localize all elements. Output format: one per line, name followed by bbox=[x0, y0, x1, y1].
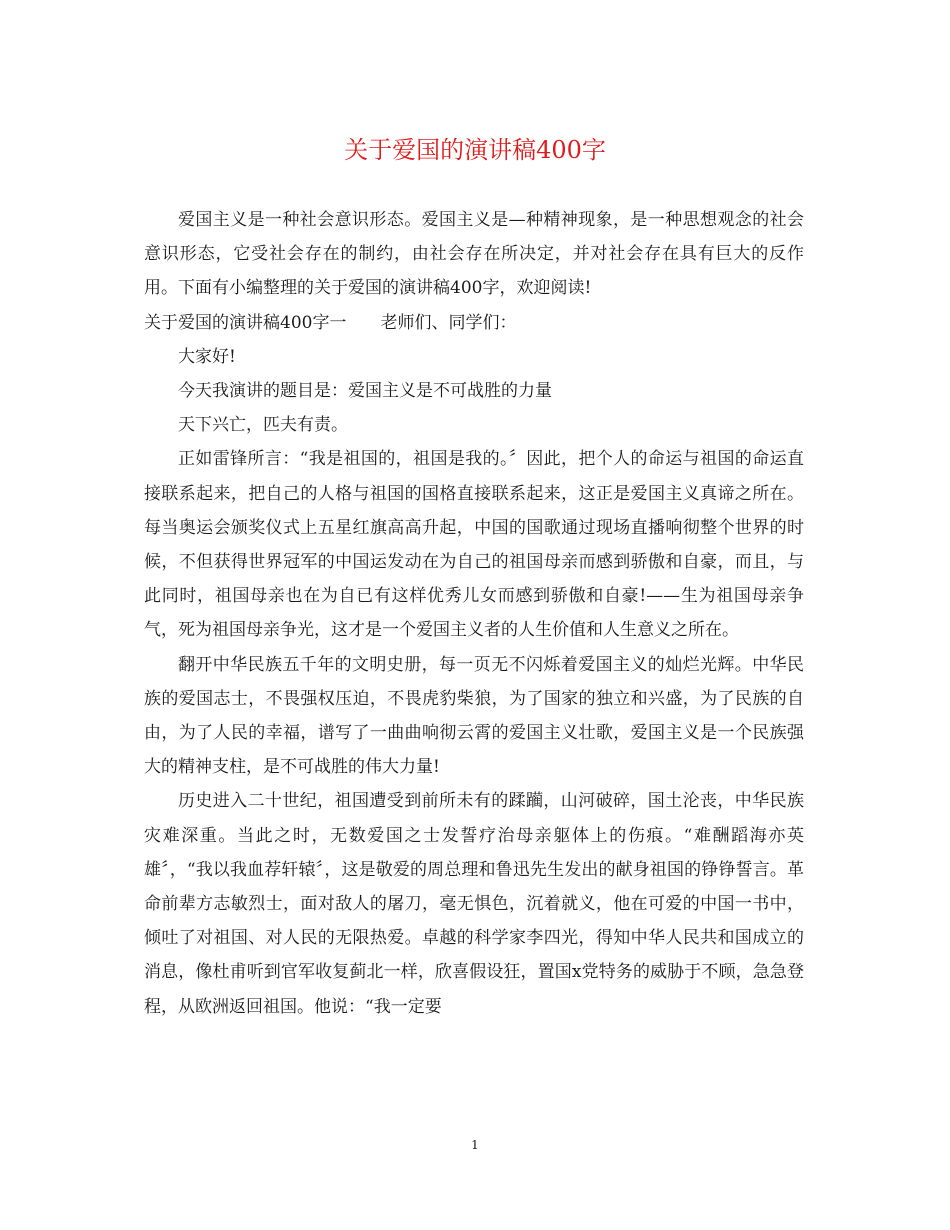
paragraph-lei-feng: 正如雷锋所言：“我是祖国的，祖国是我的。〞因此，把个人的命运与祖国的命运直接联系起来，把自己的人格与祖国的国格直接联系起来，这正是爱国主义真谛之所在。每当奥运会颁奖仪式上五星红旗高高升起，中国的国歌通过现场直播响彻整个世界的时候，不但获得世界冠军的中国运发动在为自己的祖国母亲而感到骄傲和自豪，而且，与此同时，祖国母亲也在为自已有这样优秀儿女而感到骄傲和自豪!——生为祖国母亲争气，死为祖国母亲争光，这才是一个爱国主义者的人生价值和人生意义之所在。 bbox=[144, 449, 804, 641]
page-number: 1 bbox=[471, 1138, 479, 1152]
document-title: 关于爱国的演讲稿400字 bbox=[344, 136, 606, 164]
paragraph-saying: 天下兴亡，匹夫有责。 bbox=[178, 415, 348, 436]
paragraph-speech-heading: 关于爱国的演讲稿400字一 老师们、同学们： bbox=[144, 312, 517, 333]
paragraph-twentieth-century: 历史进入二十世纪，祖国遭受到前所未有的蹂躏，山河破碎，国土沦丧，中华民族灾难深重。当此之时，无数爱国之士发誓疗治母亲躯体上的伤痕。“难酬蹈海亦英雄〞，“我以我血荐轩辕〞，这是敬爱的周总理和鲁迅先生发出的献身祖国的铮铮誓言。革命前辈方志敏烈士，面对敌人的屠刀，毫无惧色，沉着就义，他在可爱的中国一书中，倾吐了对祖国、对人民的无限热爱。卓越的科学家李四光，得知中华人民共和国成立的消息，像杜甫听到官军收复蓟北一样，欣喜假设狂，置国x党特务的威胁于不顾，急急登程，从欧洲返回祖国。他说：“我一定要 bbox=[144, 791, 804, 1017]
paragraph-greeting: 大家好! bbox=[178, 346, 236, 367]
paragraph-history: 翻开中华民族五千年的文明史册，每一页无不闪烁着爱国主义的灿烂光辉。中华民族的爱国志士，不畏强权压迫，不畏虎豹柴狼，为了国家的独立和兴盛，为了民族的自由，为了人民的幸福，谱写了一曲曲响彻云霄的爱国主义壮歌，爱国主义是一个民族强大的精神支柱，是不可战胜的伟大力量! bbox=[144, 654, 804, 778]
paragraph-topic: 今天我演讲的题目是：爱国主义是不可战胜的力量 bbox=[178, 381, 552, 402]
document-body bbox=[144, 203, 804, 1024]
paragraph-intro: 爱国主义是一种社会意识形态。爱国主义是—种精神现象，是一种思想观念的社会意识形态，它受社会存在的制约，由社会存在所决定，并对社会存在具有巨大的反作用。下面有小编整理的关于爱国的演讲稿400字，欢迎阅读! bbox=[144, 210, 804, 299]
